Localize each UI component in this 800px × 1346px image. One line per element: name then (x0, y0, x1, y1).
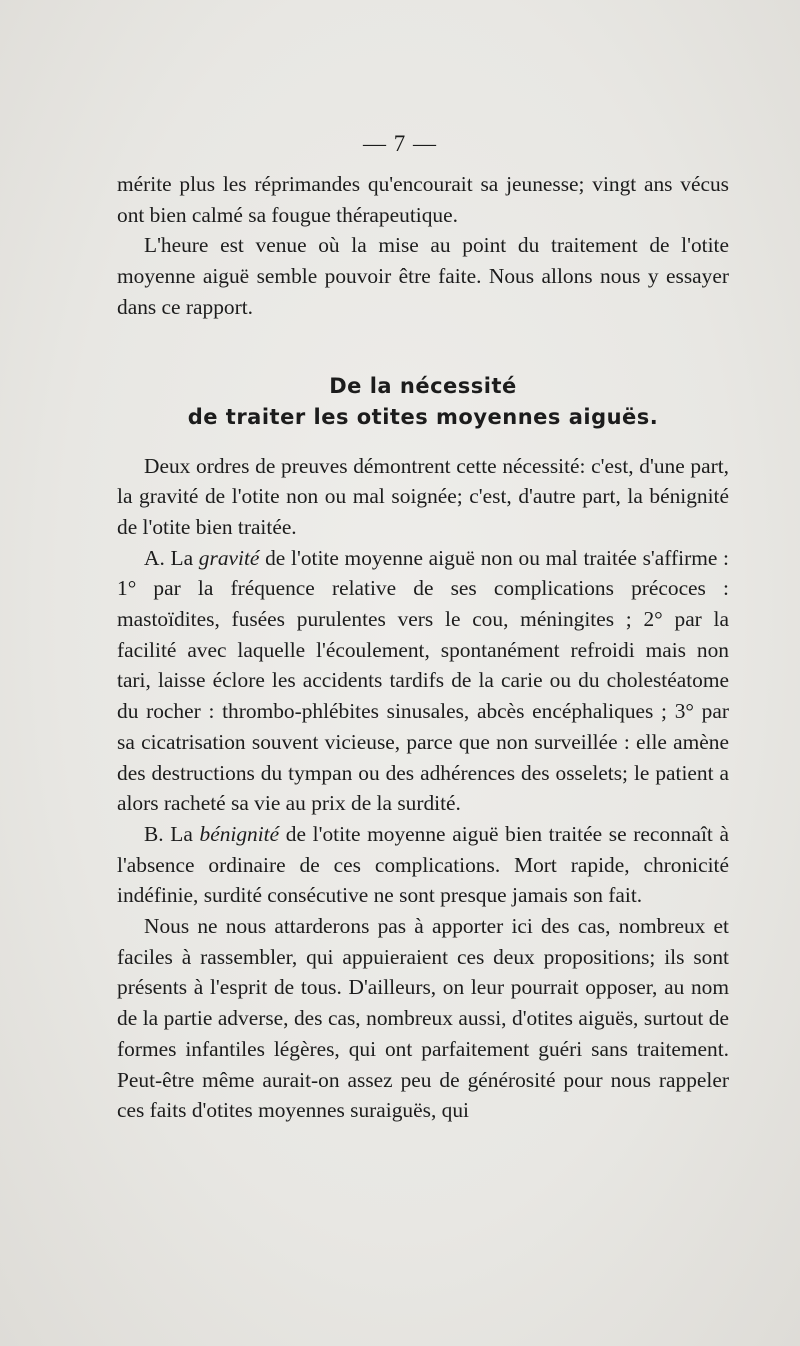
paragraph-b-text: de l'otite moyenne aiguë bien traitée se reconnaît à l'absence ordinaire de ces complications. Mort rapide, chronicité indéfinie, surdité consécutive ne sont presque jamais son fait. (117, 821, 729, 908)
paragraph-a-gravity (117, 543, 729, 819)
intro-paragraph: L'heure est venue où la mise au point du traitement de l'otite moyenne aiguë semble pouvoir être faite. Nous allons nous y essayer dans ce rapport. (117, 233, 729, 319)
section-heading (117, 371, 729, 433)
paragraph-cases: Nous ne nous attarderons pas à apporter ici des cas, nombreux et faciles à rassembler, qui appuieraient ces deux propositions; ils sont présents à l'esprit de tous. D'ailleurs, on leur pourrait opposer, au nom de la partie adverse, des cas, nombreux aussi, d'otites aiguës, surtout de formes infantiles légères, qui ont parfaitement guéri sans traitement. Peut-être même aurait-on assez peu de générosité pour nous rappeler ces faits d'otites moyennes suraiguës, qui (117, 914, 729, 1123)
paragraph-a-text: de l'otite moyenne aiguë non ou mal traitée s'affirme : 1° par la fréquence relative de ses complications précoces : mastoïdites, fusées purulentes vers le cou, méningites ; 2° par la facilité avec laquelle l'écoulement, spontanément refroidi mais non tari, laisse éclore les accidents tardifs de la carie ou du cholestéatome du rocher : thrombo-phlébites sinusales, abcès encéphaliques ; 3° par sa cicatrisation souvent vicieuse, parce que non surveillée : elle amène des destructions du tympan ou des adhérences des osselets; le patient a alors racheté sa vie au prix de la surdité. (117, 545, 729, 816)
paragraph-a-label: A. La (144, 545, 199, 570)
section-heading-line-1: De la nécessité (329, 373, 517, 398)
paragraph-b-benignity (117, 819, 729, 911)
page-number: — 7 — (363, 131, 437, 156)
paragraph-b-term: bénignité (199, 821, 280, 846)
paragraph-a-term: gravité (198, 545, 260, 570)
intro-paragraph-continued: mérite plus les réprimandes qu'encourait sa jeunesse; vingt ans vécus ont bien calmé sa fougue thérapeutique. (117, 172, 729, 227)
paragraph-b-label: B. La (144, 821, 200, 846)
section-heading-line-2: de traiter les otites moyennes aiguës. (187, 404, 659, 429)
text-body (117, 169, 729, 1126)
paragraph-two-proofs: Deux ordres de preuves démontrent cette nécessité: c'est, d'une part, la gravité de l'otite non ou mal soignée; c'est, d'autre part, la bénignité de l'otite bien traitée. (117, 453, 729, 539)
